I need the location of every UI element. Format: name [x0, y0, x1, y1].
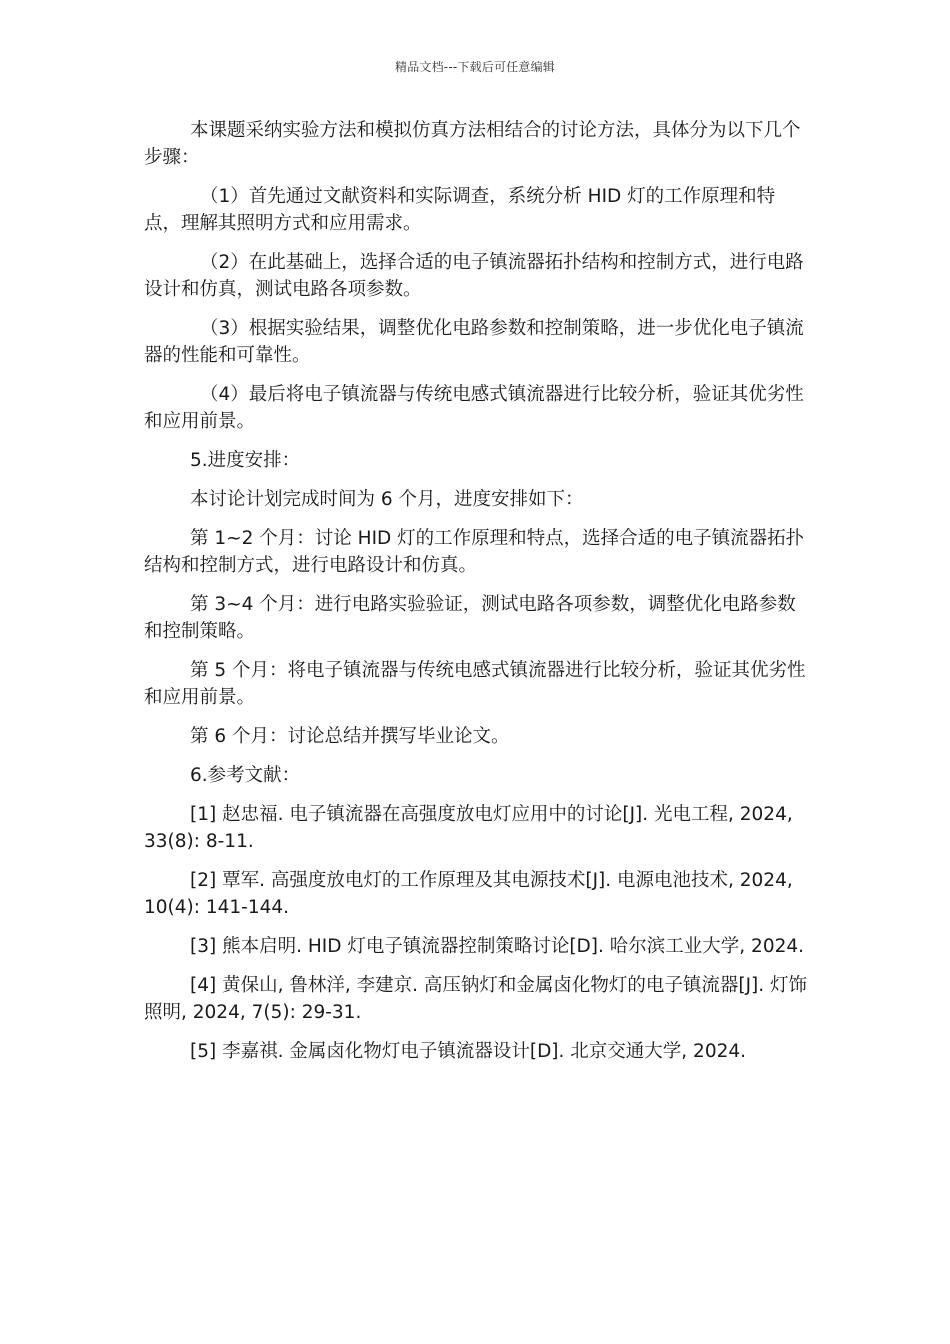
document-body [144, 117, 812, 1077]
step-1-paragraph: （1）首先通过文献资料和实际调查，系统分析 HID 灯的工作原理和特点，理解其照明方式和应用需求。 [144, 186, 776, 234]
page-header: 精品文档---下载后可任意编辑 [395, 60, 555, 74]
intro-paragraph: 本课题采纳实验方法和模拟仿真方法相结合的讨论方法，具体分为以下几个步骤： [144, 120, 801, 168]
step-2-paragraph: （2）在此基础上，选择合适的电子镇流器拓扑结构和控制方式，进行电路设计和仿真，测试电路各项参数。 [144, 252, 804, 300]
schedule-item-3: 第 5 个月：将电子镇流器与传统电感式镇流器进行比较分析，验证其优劣性和应用前景。 [144, 660, 806, 708]
references-heading: 6.参考文献： [190, 765, 301, 786]
reference-item-2: [2] 覃军. 高强度放电灯的工作原理及其电源技术[J]. 电源电池技术, 2024, 10(4): 141-144. [144, 870, 793, 918]
schedule-intro: 本讨论计划完成时间为 6 个月，进度安排如下： [190, 489, 584, 510]
reference-item-3: [3] 熊本启明. HID 灯电子镇流器控制策略讨论[D]. 哈尔滨工业大学, 2024. [190, 936, 805, 957]
schedule-item-2: 第 3~4 个月：进行电路实验验证，测试电路各项参数，调整优化电路参数和控制策略。 [144, 594, 796, 642]
reference-item-4: [4] 黄保山, 鲁林洋, 李建京. 高压钠灯和金属卤化物灯的电子镇流器[J]. 灯饰照明, 2024, 7(5): 29-31. [144, 975, 808, 1023]
step-3-paragraph: （3）根据实验结果，调整优化电路参数和控制策略，进一步优化电子镇流器的性能和可靠性。 [144, 318, 804, 366]
schedule-heading: 5.进度安排： [190, 450, 301, 471]
reference-item-1: [1] 赵忠福. 电子镇流器在高强度放电灯应用中的讨论[J]. 光电工程, 2024, 33(8): 8-11. [144, 804, 793, 852]
schedule-item-4: 第 6 个月：讨论总结并撰写毕业论文。 [190, 726, 510, 747]
reference-item-5: [5] 李嘉祺. 金属卤化物灯电子镇流器设计[D]. 北京交通大学, 2024. [190, 1041, 747, 1062]
schedule-item-1: 第 1~2 个月：讨论 HID 灯的工作原理和特点，选择合适的电子镇流器拓扑结构和控制方式，进行电路设计和仿真。 [144, 528, 805, 576]
step-4-paragraph: （4）最后将电子镇流器与传统电感式镇流器进行比较分析，验证其优劣性和应用前景。 [144, 384, 804, 432]
